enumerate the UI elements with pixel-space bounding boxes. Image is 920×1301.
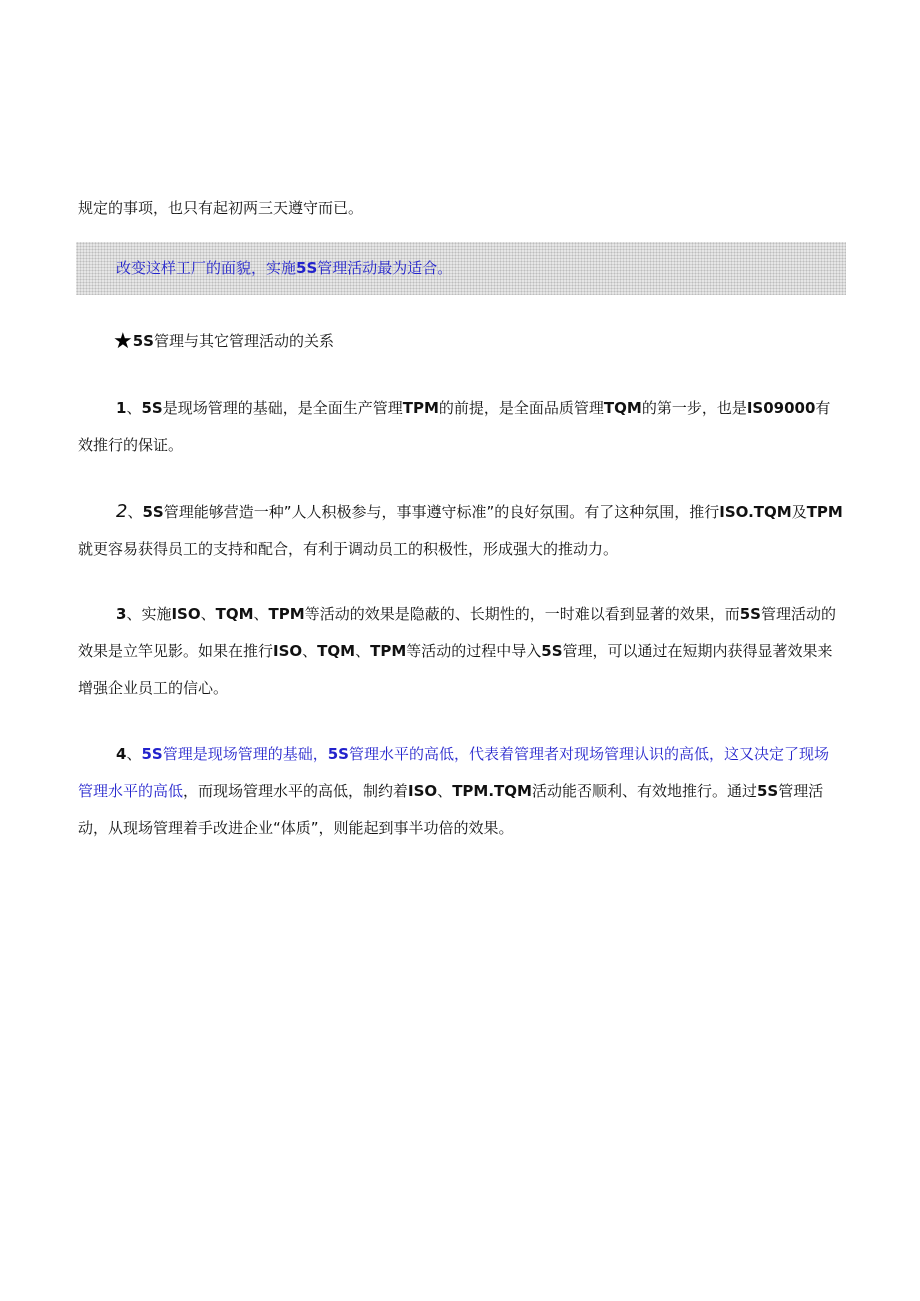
heading-text: 管理与其它管理活动的关系 [153, 332, 334, 350]
item-text: 的前提，是全面品质管理 [438, 399, 604, 417]
item-text: 是现场管理的基础，是全面生产管理 [162, 399, 403, 417]
item-term: 5S [756, 782, 779, 800]
item-term: 5S [327, 745, 349, 763]
item-text: 管理，可以通过在短期内获得显著效果来增强企业员工的信心。 [78, 642, 833, 697]
item-text: 管理能够营造一种”人人积极参与，事事遵守标准”的良好氛围。有了这种氛围，推行 [163, 503, 720, 521]
list-item-4 [78, 736, 843, 847]
highlight-text-post: 管理活动最为适合。 [317, 259, 453, 277]
item-term: ISO [408, 782, 438, 800]
item-text: 、 [437, 782, 453, 800]
list-item-2 [78, 493, 843, 568]
item-term: TPM.TQM [452, 782, 532, 800]
item-text: 的第一步，也是 [641, 399, 747, 417]
item-number: 1 [116, 399, 127, 417]
item-term: TPM [268, 605, 305, 623]
item-term: 5S [541, 642, 563, 660]
item-term: 5S [141, 399, 163, 417]
item-term: TPM [370, 642, 407, 660]
item-text: 、 [200, 605, 216, 623]
item-text-highlighted: 管理是现场管理的基础， [162, 745, 328, 763]
item-term: TQM [317, 642, 356, 660]
item-number: 2 [116, 501, 128, 522]
item-text: 有效推行的保证。 [78, 399, 831, 454]
item-term: 5S [739, 605, 761, 623]
item-term: IS09000 [746, 399, 816, 417]
highlight-text-bold: 5S [296, 259, 318, 277]
item-text: 等活动的过程中导入 [406, 642, 542, 660]
item-text: 管理活动的效果是立竿见影。如果在推行 [78, 605, 836, 660]
item-text: 等活动的效果是隐蔽的、长期性的，一时难以看到显著的效果，而 [304, 605, 740, 623]
item-text: 、实施 [126, 605, 172, 623]
item-text-highlighted: 管理水平的高低，代表着管理者对现场管理认识的高低，这又决定了现场管理水平的高低 [78, 745, 829, 800]
item-term: TPM [806, 503, 843, 521]
item-number: 3 [116, 605, 127, 623]
highlight-text [116, 256, 452, 280]
item-term: ISO [273, 642, 303, 660]
paragraph-text: 规定的事项，也只有起初两三天遵守而已。 [78, 199, 364, 217]
item-number: 4 [116, 745, 127, 763]
item-term: 5S [142, 503, 164, 521]
item-text: 管理活动，从现场管理着手改进企业“体质”，则能起到事半功倍的效果。 [78, 782, 824, 837]
item-text: 、 [302, 642, 318, 660]
list-item-1 [78, 390, 843, 464]
item-term: TPM [402, 399, 439, 417]
item-term: 5S [141, 745, 163, 763]
item-term: ISO.TQM [719, 503, 792, 521]
item-text: 、 [126, 745, 142, 763]
paragraph-continued [78, 190, 843, 227]
star-icon: ★ [113, 329, 133, 354]
list-item-3 [78, 596, 843, 707]
section-heading [113, 323, 878, 360]
item-text: 、 [127, 503, 143, 521]
item-term: TQM [603, 399, 642, 417]
item-text: 就更容易获得员工的支持和配合，有利于调动员工的积极性，形成强大的推动力。 [78, 540, 619, 558]
item-text: 活动能否顺利、有效地推行。通过 [531, 782, 757, 800]
item-text: 及 [791, 503, 807, 521]
item-term: ISO [171, 605, 201, 623]
item-text: ，而现场管理水平的高低，制约着 [183, 782, 409, 800]
item-term: TQM [215, 605, 254, 623]
highlight-text-pre: 改变这样工厂的面貌，实施 [116, 259, 297, 277]
item-text: 、 [253, 605, 269, 623]
heading-bold: 5S [132, 332, 154, 350]
item-text: 、 [126, 399, 142, 417]
item-text: 、 [355, 642, 371, 660]
